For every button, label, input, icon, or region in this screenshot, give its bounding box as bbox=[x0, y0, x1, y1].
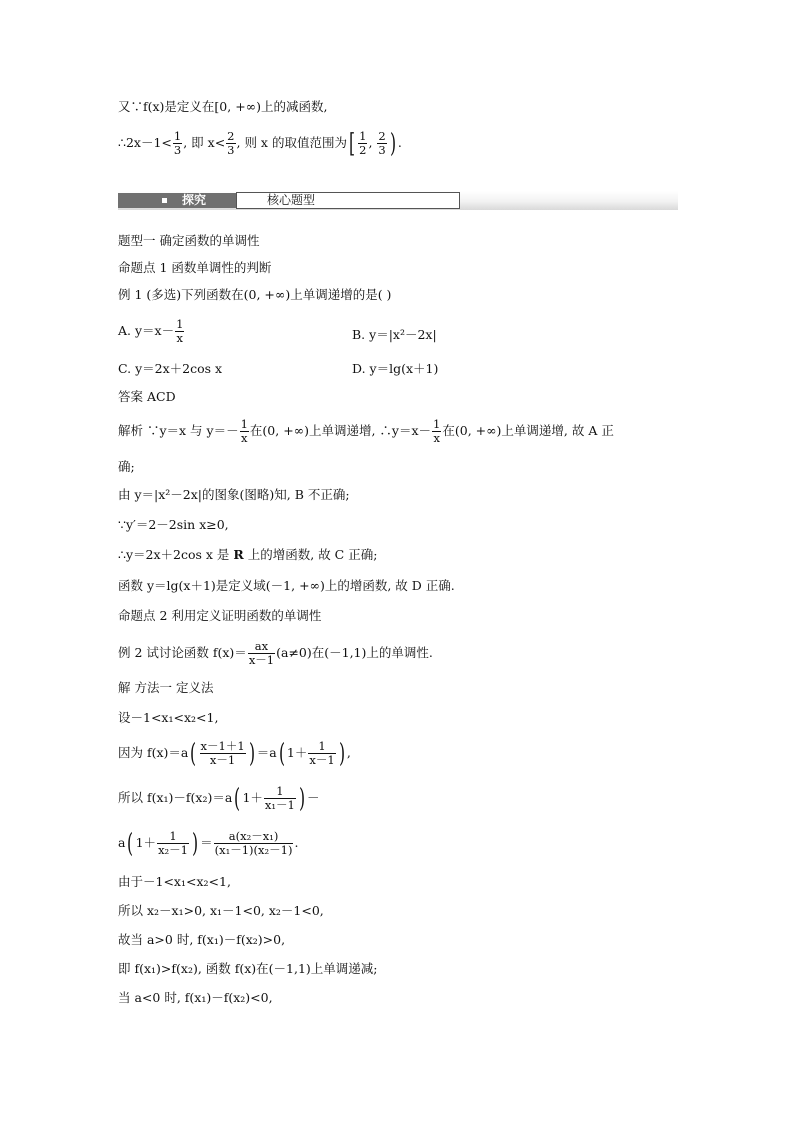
frac-den: x bbox=[241, 431, 248, 445]
line-option-d-reason: 函数 y＝lg(x＋1)是定义域(－1, +∞)上的增函数, 故 D 正确. bbox=[118, 578, 455, 593]
frac-den: 3 bbox=[378, 143, 386, 157]
answer-line: 答案 ACD bbox=[118, 389, 176, 404]
right-paren: ) bbox=[192, 828, 199, 859]
sol-3-text-c: － bbox=[307, 790, 320, 805]
frac-den: 2 bbox=[359, 143, 367, 157]
solution-step-1: 设－1<x₁<x₂<1, bbox=[118, 710, 219, 725]
option-b: B. y＝|x²－2x| bbox=[352, 327, 437, 342]
line-c-text-a: ∴y＝2x＋2cos x 是 bbox=[118, 547, 234, 562]
analysis-continued: 确; bbox=[118, 459, 135, 474]
sol-2-fraction-2 bbox=[308, 740, 335, 767]
left-bracket: [ bbox=[348, 128, 356, 159]
sol-3-text-b: 1＋ bbox=[242, 790, 263, 805]
option-a-text: A. y＝x－ bbox=[118, 323, 175, 338]
analysis-text-c: 在(0, +∞)上单调递增, 故 A 正 bbox=[442, 423, 614, 438]
right-paren: ) bbox=[389, 128, 396, 159]
example-1: 例 1 (多选)下列函数在(0, +∞)上单调递增的是( ) bbox=[118, 287, 392, 302]
sol-4-fraction-1 bbox=[157, 830, 189, 857]
banner-left-text: 探究 bbox=[182, 193, 207, 207]
frac-num: 1 bbox=[240, 417, 248, 431]
option-a bbox=[118, 318, 185, 345]
frac-den: x bbox=[433, 431, 440, 445]
example-2 bbox=[118, 640, 433, 667]
real-numbers-symbol: R bbox=[233, 547, 244, 562]
point-1-title: 命题点 1 函数单调性的判断 bbox=[118, 260, 272, 275]
analysis-fraction-2 bbox=[432, 418, 441, 445]
analysis-line bbox=[118, 418, 614, 445]
frac-den: 3 bbox=[173, 143, 182, 157]
analysis-text-a: 解析 ∵y＝x 与 y＝－ bbox=[118, 423, 239, 438]
frac-den: x₁－1 bbox=[264, 798, 295, 812]
question-type-title: 题型一 确定函数的单调性 bbox=[118, 233, 260, 248]
frac-num: 2 bbox=[227, 129, 235, 143]
frac-den: x bbox=[176, 331, 183, 345]
range-text-c: , 则 x 的取值范围为 bbox=[236, 135, 347, 150]
banner-label-core bbox=[236, 192, 460, 209]
solution-step-9: 当 a<0 时, f(x₁)－f(x₂)<0, bbox=[118, 990, 273, 1005]
example-2-fraction bbox=[248, 640, 275, 667]
sol-4-text-c: ＝ bbox=[200, 835, 213, 850]
option-a-fraction bbox=[175, 318, 184, 345]
left-paren: ( bbox=[190, 738, 197, 769]
frac-den: 3 bbox=[227, 143, 235, 157]
example-2-text-a: 例 2 试讨论函数 f(x)＝ bbox=[118, 645, 247, 660]
frac-num: 1 bbox=[433, 417, 441, 431]
option-c: C. y＝2x＋2cos x bbox=[118, 361, 223, 376]
frac-num: 1 bbox=[318, 739, 326, 753]
left-paren: ( bbox=[234, 783, 241, 814]
text-line-range: ∴2x－1< $\frac{1}{3}$ , 即 x< $\frac{2}{3}$ , 则 x 的取值范围为[ $\frac{1}{2}$ , $\frac{2}{3}$ ) . bbox=[118, 128, 402, 159]
example-2-text-b: (a≠0)在(－1,1)上的单调性. bbox=[276, 645, 433, 660]
text-line-decreasing-function: 又∵f(x)是定义在[0, +∞)上的减函数, bbox=[118, 99, 328, 114]
frac-den: x－1 bbox=[248, 653, 275, 667]
point-2-title: 命题点 2 利用定义证明函数的单调性 bbox=[118, 608, 322, 623]
frac-num: ax bbox=[254, 639, 269, 653]
frac-den: x－1 bbox=[309, 753, 335, 767]
sol-2-text-a: 因为 f(x)＝a bbox=[118, 745, 189, 760]
frac-den: x－1 bbox=[200, 753, 246, 767]
left-paren: ( bbox=[278, 738, 285, 769]
sol-2-text-c: 1＋ bbox=[286, 745, 308, 760]
frac-num: a(x₂－x₁) bbox=[228, 829, 279, 843]
range-text-a: ∴2x－1< bbox=[118, 135, 172, 150]
frac-num: 2 bbox=[378, 129, 386, 143]
right-paren: ) bbox=[298, 783, 305, 814]
right-paren: ) bbox=[248, 738, 255, 769]
solution-step-2: 因为 f(x)＝a( $\frac{x-1+1}{x-1}$ ) ＝a( 1＋ $\frac{1}{x-1}$ ) , bbox=[118, 738, 351, 769]
banner-label-explore bbox=[118, 193, 236, 208]
sol-3-text-a: 所以 f(x₁)－f(x₂)＝a bbox=[118, 790, 233, 805]
sol-4-text-a: a bbox=[118, 835, 126, 850]
square-bullet-icon bbox=[162, 198, 167, 203]
sol-2-fraction-1 bbox=[200, 740, 246, 767]
line-option-c-reason bbox=[118, 546, 377, 564]
solution-step-7: 故当 a>0 时, f(x₁)－f(x₂)>0, bbox=[118, 932, 286, 947]
fraction-two-thirds bbox=[226, 130, 235, 157]
line-c-text-b: 上的增函数, 故 C 正确; bbox=[243, 547, 378, 562]
banner-right-text: 核心题型 bbox=[267, 193, 316, 207]
option-d: D. y＝lg(x＋1) bbox=[352, 361, 439, 376]
solution-step-5: 由于－1<x₁<x₂<1, bbox=[118, 874, 231, 889]
solution-step-4: a( 1＋ $\frac{1}{\text{x₂－1}}$ ) ＝ $\frac{\text{a(x₂－x₁)}}{\text{(x₁－1)(x₂－1)}}$ . bbox=[118, 828, 299, 859]
sol-4-fraction-2 bbox=[214, 830, 294, 857]
section-banner bbox=[118, 191, 678, 210]
frac-den: (x₁－1)(x₂－1) bbox=[214, 843, 293, 857]
solution-step-8: 即 f(x₁)>f(x₂), 函数 f(x)在(－1,1)上单调递减; bbox=[118, 961, 378, 976]
frac-num: 1 bbox=[169, 829, 177, 843]
line-option-b-reason: 由 y＝|x²－2x|的图象(图略)知, B 不正确; bbox=[118, 487, 350, 502]
sol-4-text-b: 1＋ bbox=[135, 835, 157, 850]
line-derivative: ∵y′＝2－2sin x≥0, bbox=[118, 517, 229, 532]
left-paren: ( bbox=[127, 828, 134, 859]
sol-3-fraction bbox=[264, 785, 296, 812]
frac-num: x－1＋1 bbox=[200, 739, 245, 753]
solution-step-6: 所以 x₂－x₁>0, x₁－1<0, x₂－1<0, bbox=[118, 903, 324, 918]
solution-step-3 bbox=[118, 785, 320, 812]
analysis-fraction-1 bbox=[240, 418, 249, 445]
frac-num: 1 bbox=[176, 317, 184, 331]
range-text-b: , 即 x< bbox=[183, 135, 226, 150]
frac-num: 1 bbox=[359, 129, 367, 143]
right-paren: ) bbox=[338, 738, 345, 769]
solution-title: 解 方法一 定义法 bbox=[118, 680, 214, 695]
fraction-two-thirds-range bbox=[377, 130, 386, 157]
sol-2-text-b: ＝a bbox=[256, 745, 277, 760]
frac-num: 1 bbox=[173, 129, 182, 143]
analysis-text-b: 在(0, +∞)上单调递增, ∴y＝x－ bbox=[249, 423, 432, 438]
fraction-one-half bbox=[358, 130, 367, 157]
frac-num: 1 bbox=[276, 784, 284, 798]
frac-den: x₂－1 bbox=[158, 843, 188, 857]
fraction-one-third bbox=[173, 130, 182, 157]
